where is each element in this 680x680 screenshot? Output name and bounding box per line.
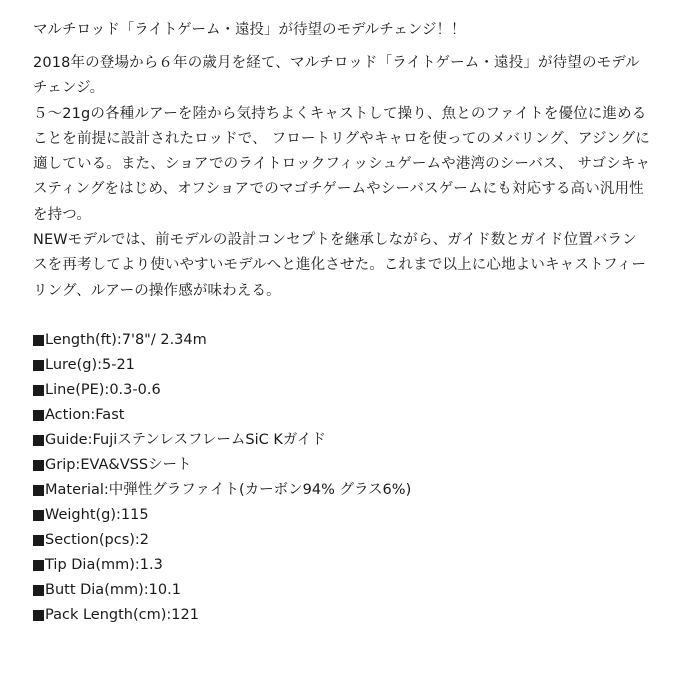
spec-text: Length(ft):7'8"/ 2.34m bbox=[45, 332, 207, 348]
spec-row-guide bbox=[33, 428, 411, 453]
spec-text: Section(pcs):2 bbox=[45, 532, 150, 548]
spec-list bbox=[33, 328, 411, 628]
description-line: NEWモデルでは、前モデルの設計コンセプトを継承しながら、ガイド数とガイド位置バラン bbox=[33, 232, 637, 249]
square-bullet-icon bbox=[33, 335, 44, 346]
spec-row-grip bbox=[33, 453, 411, 478]
spec-text: Lure(g):5-21 bbox=[45, 357, 135, 373]
description-line: 2018年の登場から６年の歳月を経て、マルチロッド「ライトゲーム・遠投」が待望のモデル bbox=[33, 55, 640, 71]
spec-row-action bbox=[33, 403, 411, 428]
square-bullet-icon bbox=[33, 360, 44, 371]
description-block bbox=[33, 51, 663, 304]
spec-text: Line(PE):0.3-0.6 bbox=[45, 382, 161, 398]
spec-text: Guide:FujiステンレスフレームSiC Kガイド bbox=[45, 432, 326, 448]
spec-row-section bbox=[33, 528, 411, 553]
description-line: 適している。また、ショアでのライトロックフィッシュゲームや港湾のシーバス、 サゴシキャ bbox=[33, 156, 651, 173]
description-line: を持つ。 bbox=[33, 206, 92, 223]
square-bullet-icon bbox=[33, 385, 44, 396]
spec-text: Material:中弾性グラファイト(カーボン94% グラス6%) bbox=[45, 482, 412, 498]
description-line: ことを前提に設計されたロッドで、 フロートリグやキャロを使ってのメバリング、アジングに bbox=[33, 130, 650, 147]
spec-text: Weight(g):115 bbox=[45, 507, 149, 523]
description-line: スを再考してより使いやすいモデルへと進化させた。これまで以上に心地よいキャストフィー bbox=[33, 257, 646, 274]
square-bullet-icon bbox=[33, 510, 44, 521]
spec-text: Tip Dia(mm):1.3 bbox=[45, 557, 163, 573]
description-line: チェンジ。 bbox=[33, 80, 105, 97]
square-bullet-icon bbox=[33, 610, 44, 621]
spec-row-lure bbox=[33, 353, 411, 378]
spec-row-material bbox=[33, 478, 411, 503]
square-bullet-icon bbox=[33, 560, 44, 571]
spec-row-weight bbox=[33, 503, 411, 528]
spec-row-line bbox=[33, 378, 411, 403]
headline: マルチロッド「ライトゲーム・遠投」が待望のモデルチェンジ！！ bbox=[33, 22, 466, 38]
spec-row-butt-dia bbox=[33, 578, 411, 603]
square-bullet-icon bbox=[33, 485, 44, 496]
description-line: ５～21gの各種ルアーを陸から気持ちよくキャストして操り、魚とのファイトを優位に進める bbox=[33, 105, 647, 122]
spec-row-length bbox=[33, 328, 411, 353]
spec-text: Grip:EVA&VSSシート bbox=[45, 457, 192, 473]
spec-row-tip-dia bbox=[33, 553, 411, 578]
spec-text: Butt Dia(mm):10.1 bbox=[45, 582, 181, 598]
description-line: リング、ルアーの操作感が味わえる。 bbox=[33, 282, 281, 299]
square-bullet-icon bbox=[33, 535, 44, 546]
square-bullet-icon bbox=[33, 460, 44, 471]
square-bullet-icon bbox=[33, 410, 44, 421]
square-bullet-icon bbox=[33, 435, 44, 446]
spec-row-pack-length bbox=[33, 603, 411, 628]
square-bullet-icon bbox=[33, 585, 44, 596]
spec-text: Action:Fast bbox=[45, 407, 125, 423]
spec-text: Pack Length(cm):121 bbox=[45, 607, 199, 623]
product-description-page bbox=[33, 18, 663, 623]
description-line: スティングをはじめ、オフショアでのマゴチゲームやシーバスゲームにも対応する高い汎用性 bbox=[33, 181, 644, 198]
